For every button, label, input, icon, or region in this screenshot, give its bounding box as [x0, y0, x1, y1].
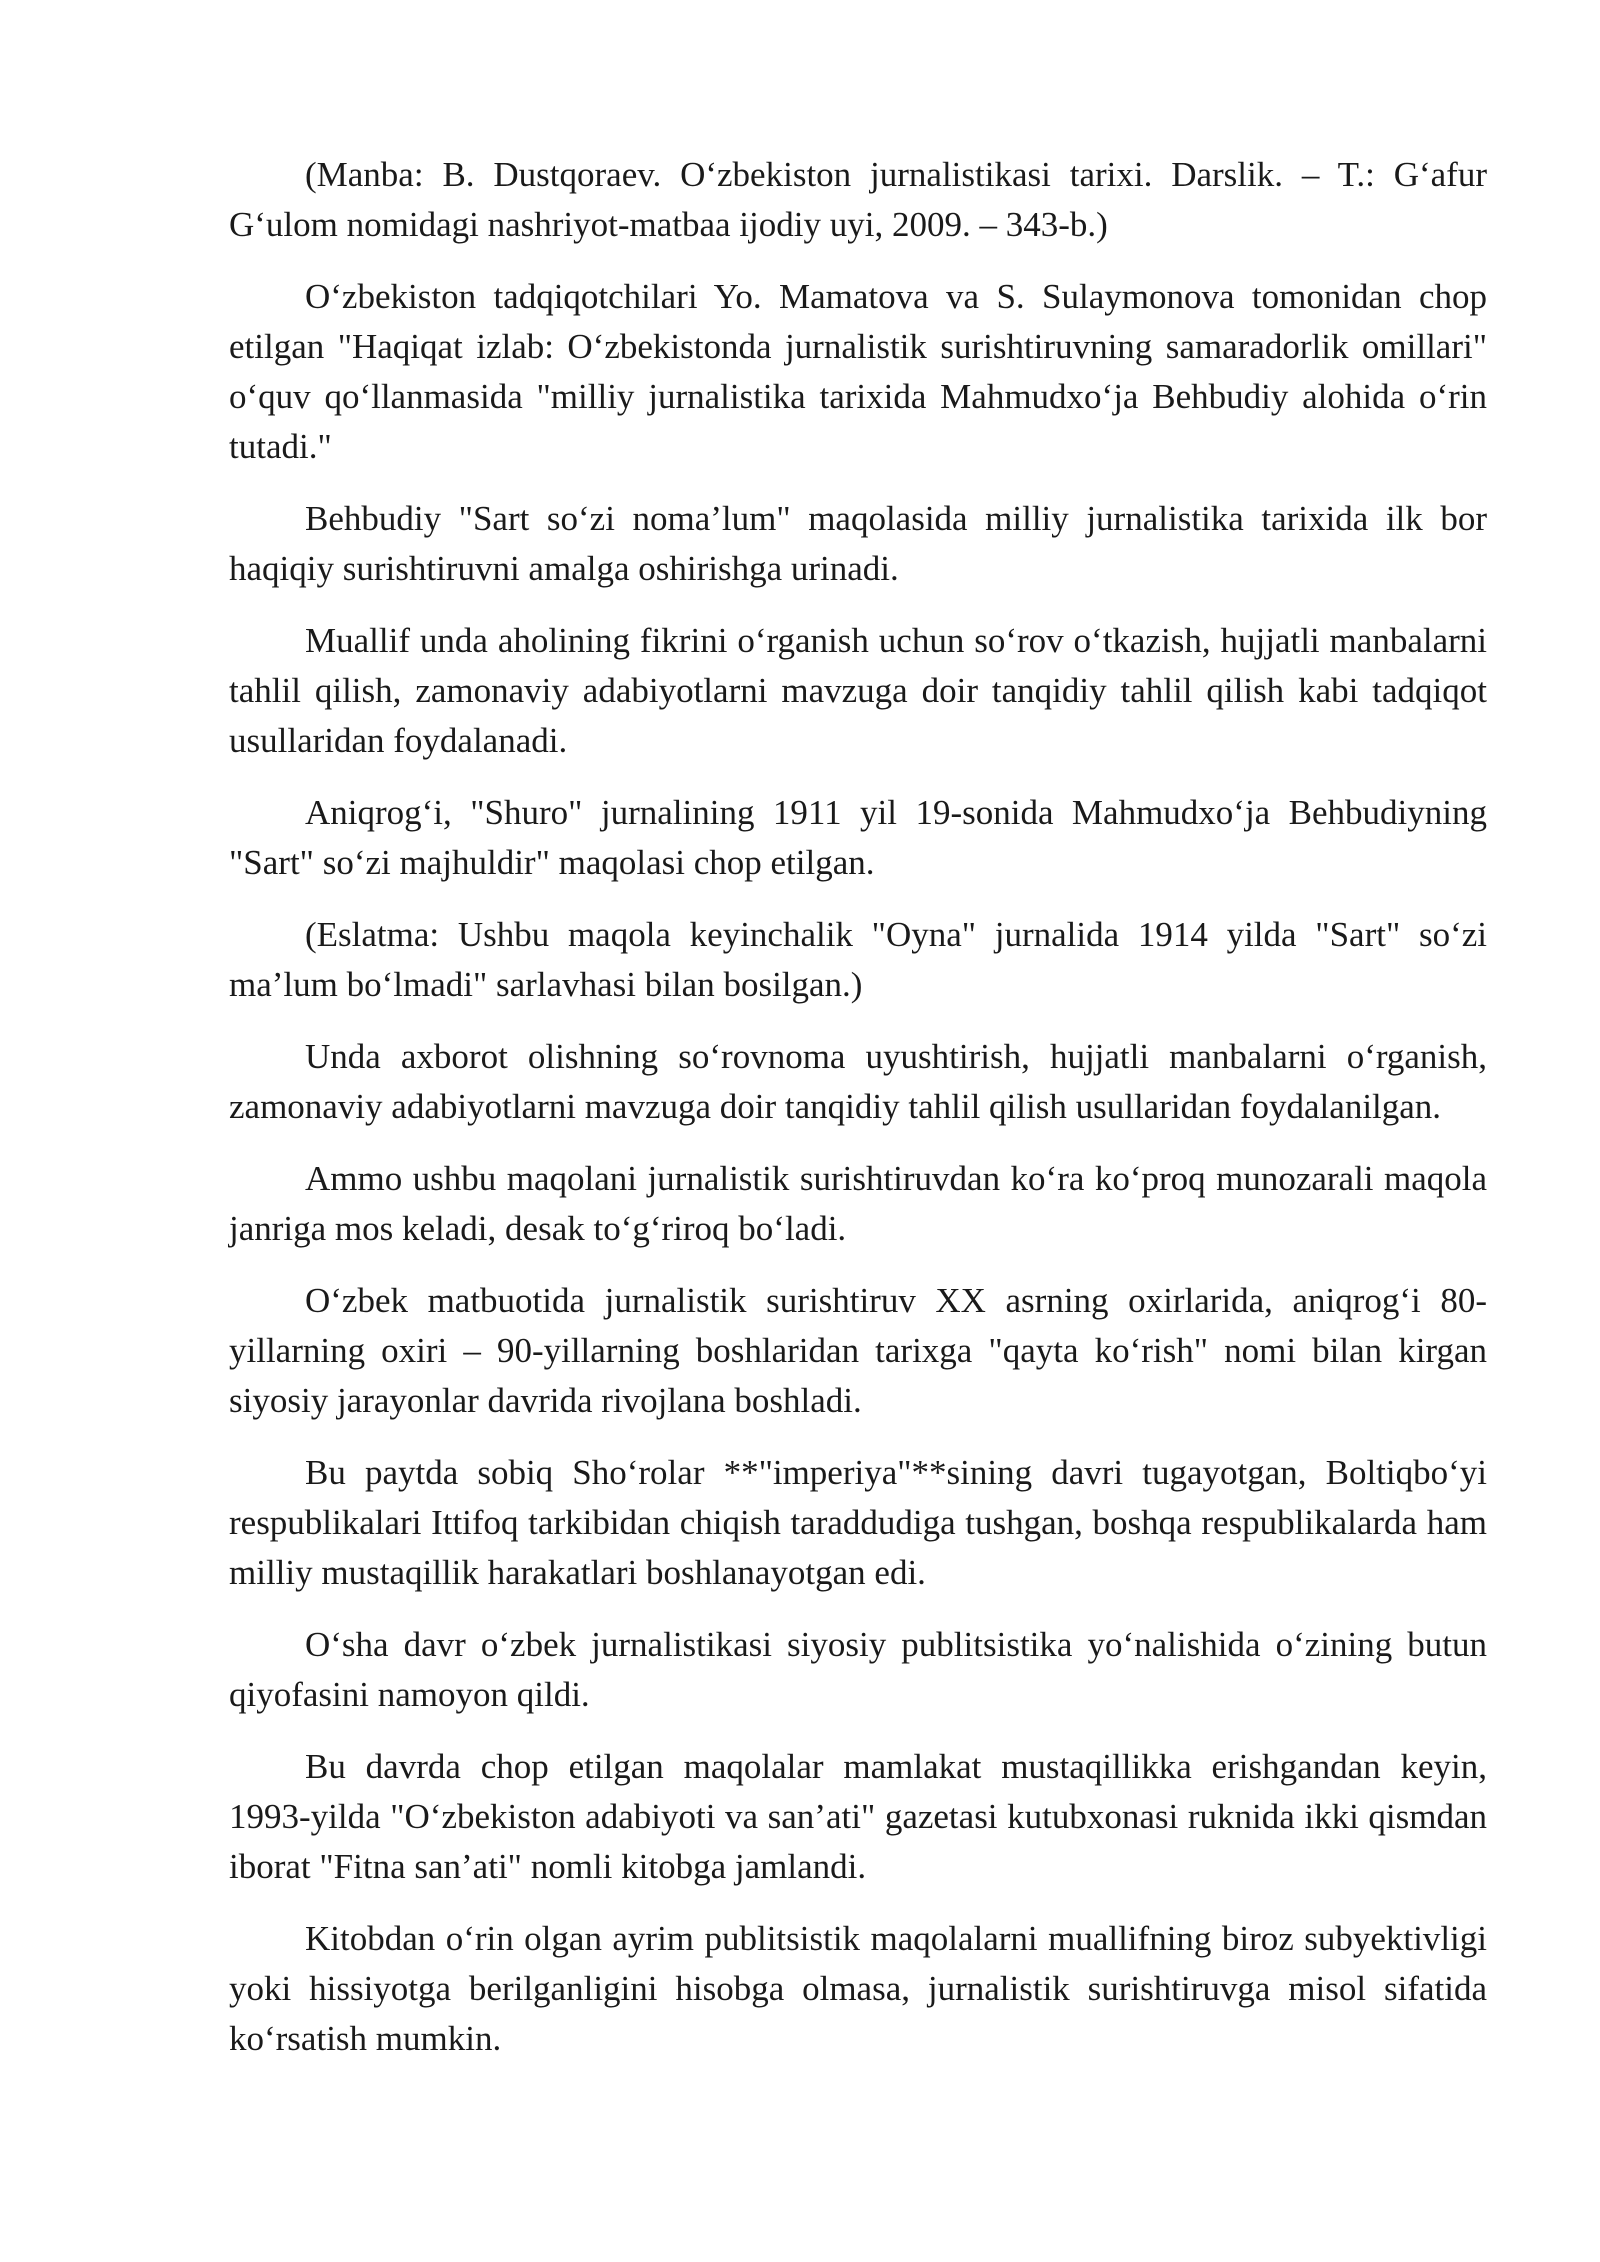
paragraph-note: (Eslatma: Ushbu maqola keyinchalik "Oyna" jurnalida 1914 yilda "Sart" so‘zi ma’lum bo‘lmadi" sarlavhasi bilan bosilgan.): [229, 915, 1487, 1004]
paragraph: Bu davrda chop etilgan maqolalar mamlakat mustaqillikka erishgandan keyin, 1993-yilda "O‘zbekiston adabiyoti va san’ati" gazetasi kutubxonasi ruknida ikki qismdan iborat "Fitna san’ati" nomli kitobga jamlandi.: [229, 1747, 1487, 1886]
paragraph: Aniqrog‘i, "Shuro" jurnalining 1911 yil 19-sonida Mahmudxo‘ja Behbudiyning "Sart" so‘zi majhuldir" maqolasi chop etilgan.: [229, 793, 1487, 882]
paragraph: Ammo ushbu maqolani jurnalistik surishtiruvdan ko‘ra ko‘proq munozarali maqola janriga mos keladi, desak to‘g‘riroq bo‘ladi.: [229, 1159, 1487, 1248]
paragraph: O‘zbekiston tadqiqotchilari Yo. Mamatova va S. Sulaymonova tomonidan chop etilgan "Haqiqat izlab: O‘zbekistonda jurnalistik surishtiruvning samaradorlik omillari" o‘quv qo‘llanmasida "milliy jurnalistika tarixida Mahmudxo‘ja Behbudiy alohida o‘rin tutadi.": [229, 277, 1487, 466]
paragraph: Muallif unda aholining fikrini o‘rganish uchun so‘rov o‘tkazish, hujjatli manbalarni tahlil qilish, zamonaviy adabiyotlarni mavzuga doir tanqidiy tahlil qilish kabi tadqiqot usullaridan foydalanadi.: [229, 621, 1487, 760]
paragraph-source-citation: (Manba: B. Dustqoraev. O‘zbekiston jurnalistikasi tarixi. Darslik. – T.: G‘afur G‘ulom nomidagi nashriyot-matbaa ijodiy uyi, 2009. – 343-b.): [229, 155, 1487, 244]
body-text: [229, 150, 1487, 2086]
paragraph: Kitobdan o‘rin olgan ayrim publitsistik maqolalarni muallifning biroz subyektivligi yoki hissiyotga berilganligini hisobga olmasa, jurnalistik surishtiruvga misol sifatida ko‘rsatish mumkin.: [229, 1919, 1487, 2058]
paragraph: Behbudiy "Sart so‘zi noma’lum" maqolasida milliy jurnalistika tarixida ilk bor haqiqiy surishtiruvni amalga oshirishga urinadi.: [229, 499, 1487, 588]
paragraph: Unda axborot olishning so‘rovnoma uyushtirish, hujjatli manbalarni o‘rganish, zamonaviy adabiyotlarni mavzuga doir tanqidiy tahlil qilish usullaridan foydalanilgan.: [229, 1037, 1487, 1126]
paragraph: O‘zbek matbuotida jurnalistik surishtiruv XX asrning oxirlarida, aniqrog‘i 80-yillarning oxiri – 90-yillarning boshlaridan tarixga "qayta ko‘rish" nomi bilan kirgan siyosiy jarayonlar davrida rivojlana boshladi.: [229, 1281, 1487, 1420]
paragraph: Bu paytda sobiq Sho‘rolar **"imperiya"**sining davri tugayotgan, Boltiqbo‘yi respublikalari Ittifoq tarkibidan chiqish taraddudiga tushgan, boshqa respublikalarda ham milliy mustaqillik harakatlari boshlanayotgan edi.: [229, 1453, 1487, 1592]
paragraph: O‘sha davr o‘zbek jurnalistikasi siyosiy publitsistika yo‘nalishida o‘zining butun qiyofasini namoyon qildi.: [229, 1625, 1487, 1714]
